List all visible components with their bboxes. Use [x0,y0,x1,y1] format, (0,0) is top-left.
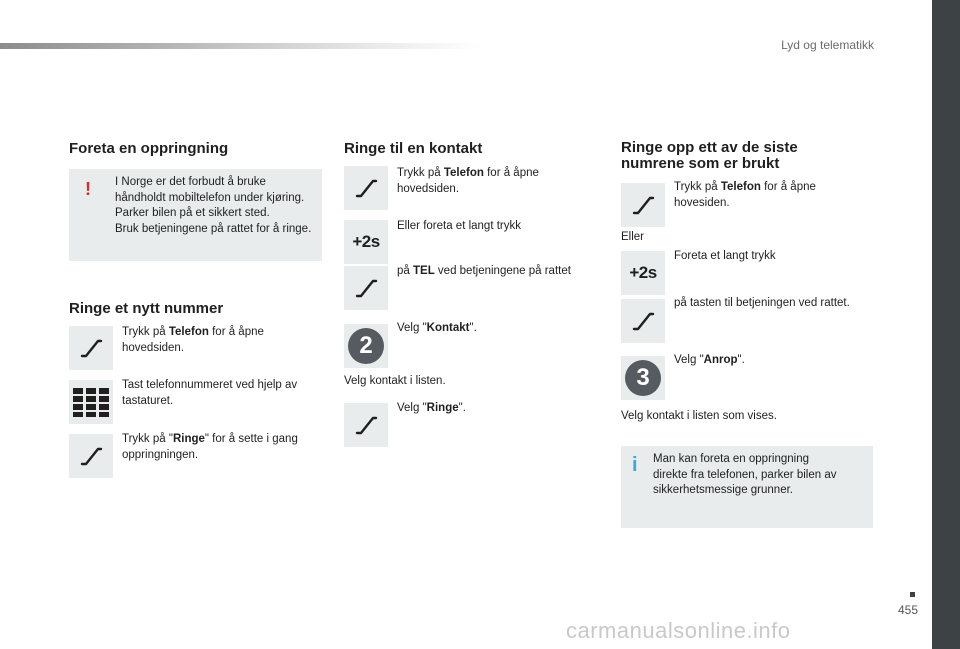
warning-icon: ! [85,179,91,199]
phone-icon [78,443,104,469]
page-number: 455 [898,603,919,617]
long-press-tile [344,220,388,264]
col1-step2-text: Tast telefonnummeret ved hjelp av tastaturet. [122,379,298,407]
step-number-tile [621,356,665,400]
info-box [621,446,873,528]
right-sidebar [932,0,960,649]
col1-step1-text: Trykk på Telefon for å åpne hovedsiden. [122,326,264,354]
phone-icon [353,412,379,438]
col2-step4-text: Velg "Kontakt". [397,322,477,334]
phone-tile [69,326,113,370]
col2-title: Ringe til en kontakt [344,140,483,157]
long-press-tile [621,251,665,295]
step-number-2: 2 [348,328,384,364]
watermark: carmanualsonline.info [566,618,791,643]
col1-title: Foreta en oppringning [69,140,229,157]
col2-step3-text: på TEL ved betjeningene på rattet [397,265,571,277]
col3-step3-text: på tasten til betjeningen ved rattet. [674,297,850,309]
col2-note: Velg kontakt i listen. [344,375,446,387]
phone-icon [630,308,656,334]
phone-tile [621,299,665,343]
long-press-2s-icon: +2s [629,263,657,282]
col3-or-label: Eller [621,231,645,243]
phone-tile [621,183,665,227]
phone-icon [78,335,104,361]
col3-title: Ringe opp ett av de siste numrene som er brukt [621,139,798,172]
col2-step5-text: Velg "Ringe". [397,402,466,414]
phone-tile [344,403,388,447]
col3-step4-text: Velg "Anrop". [674,354,745,366]
col3-step1-text: Trykk på Telefon for å åpne hovesiden. [674,181,816,209]
keypad-tile [69,380,113,424]
step-number-tile [344,324,388,368]
phone-icon [353,275,379,301]
keypad-icon [72,387,110,417]
warning-text: I Norge er det forbudt å bruke håndholdt mobiltelefon under kjøring. Parker bilen på et sikkert sted. Bruk betjeningene på rattet for å ringe. [115,176,312,235]
col1-subtitle: Ringe et nytt nummer [69,300,224,317]
col2-step1-text: Trykk på Telefon for å åpne hovedsiden. [397,167,539,195]
col1-step3-text: Trykk på "Ringe" for å sette i gang oppringningen. [122,433,298,461]
header-gradient-bar [0,43,480,49]
page-marker [910,592,915,597]
info-text: Man kan foreta en oppringning direkte fra telefonen, parker bilen av sikkerhetsmessige grunner. [653,453,837,496]
col3-note: Velg kontakt i listen som vises. [621,410,777,422]
warning-box [69,169,322,261]
section-title: Lyd og telematikk [781,38,874,52]
phone-tile [69,434,113,478]
phone-icon [630,192,656,218]
phone-tile [344,166,388,210]
info-icon: i [632,454,638,476]
col3-step2-text: Foreta et langt trykk [674,250,776,262]
step-number-3: 3 [625,360,661,396]
col2-step2-text: Eller foreta et langt trykk [397,220,521,232]
phone-icon [353,175,379,201]
phone-tile [344,266,388,310]
long-press-2s-icon: +2s [352,232,380,251]
